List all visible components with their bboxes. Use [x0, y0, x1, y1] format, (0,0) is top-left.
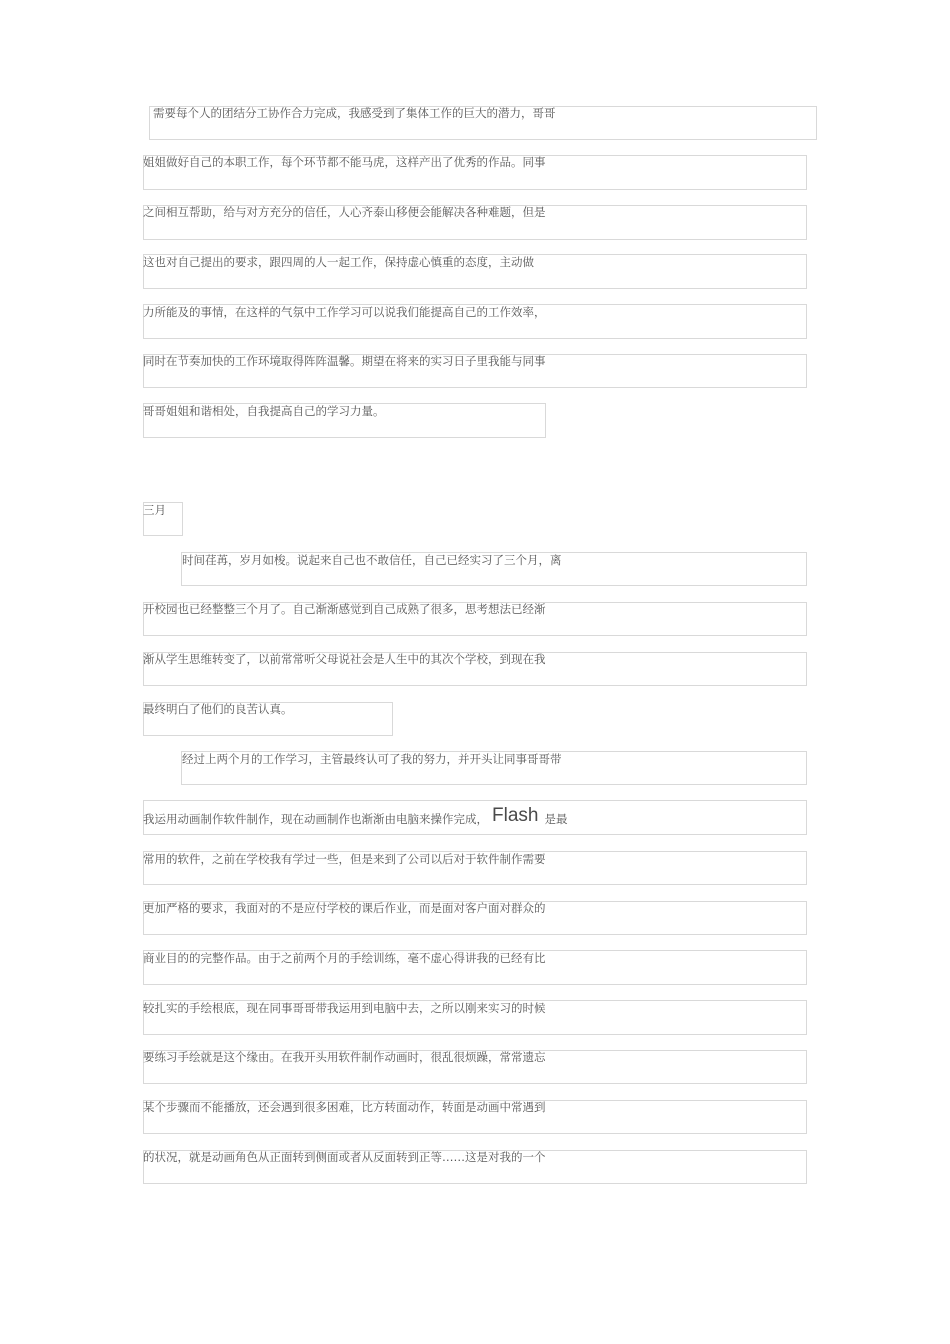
- section-heading: 三月: [143, 503, 166, 517]
- paragraph-line: 要练习手绘就是这个缘由。在我开头用软件制作动画时，很乱很烦躁，常常遗忘: [143, 1050, 546, 1064]
- paragraph-line: 渐从学生思维转变了，以前常常听父母说社会是人生中的其次个学校，到现在我: [143, 652, 546, 666]
- paragraph-line: 时间荏苒，岁月如梭。说起来自己也不敢信任，自己已经实习了三个月，离: [182, 553, 562, 567]
- paragraph-line: 最终明白了他们的良苦认真。: [143, 702, 293, 716]
- paragraph-line: 哥哥姐姐和谐相处，自我提高自己的学习力量。: [143, 404, 385, 418]
- paragraph-line: 经过上两个月的工作学习，主管最终认可了我的努力，并开头让同事哥哥带: [182, 752, 562, 766]
- paragraph-line: 这也对自己提出的要求，跟四周的人一起工作，保持虚心慎重的态度，主动做: [143, 255, 534, 269]
- paragraph-line: 姐姐做好自己的本职工作，每个环节都不能马虎，这样产出了优秀的作品。同事: [143, 155, 546, 169]
- paragraph-line: 开校园也已经整整三个月了。自己渐渐感觉到自己成熟了很多，思考想法已经渐: [143, 602, 546, 616]
- software-name: Flash: [492, 805, 539, 826]
- paragraph-text: 我运用动画制作软件制作，现在动画制作也渐渐由电脑来操作完成，: [143, 812, 488, 826]
- paragraph-line: 需要每个人的团结分工协作合力完成，我感受到了集体工作的巨大的潜力，哥哥: [153, 106, 556, 120]
- paragraph-line: 的状况，就是动画角色从正面转到侧面或者从反面转到正等……这是对我的一个: [143, 1150, 546, 1164]
- paragraph-line: 同时在节奏加快的工作环境取得阵阵温馨。期望在将来的实习日子里我能与同事: [143, 354, 546, 368]
- paragraph-line: 较扎实的手绘根底，现在同事哥哥带我运用到电脑中去，之所以刚来实习的时候: [143, 1001, 546, 1015]
- paragraph-line: 商业目的的完整作品。由于之前两个月的手绘训练，毫不虚心得讲我的已经有比: [143, 951, 546, 965]
- paragraph-text: 是最: [544, 812, 568, 826]
- paragraph-line: 之间相互帮助，给与对方充分的信任，人心齐泰山移便会能解决各种难题，但是: [143, 205, 546, 219]
- paragraph-line: 某个步骤而不能播放，还会遇到很多困难，比方转面动作，转面是动画中常遇到: [143, 1100, 546, 1114]
- paragraph-line: [143, 805, 568, 826]
- paragraph-line: 常用的软件，之前在学校我有学过一些，但是来到了公司以后对于软件制作需要: [143, 852, 546, 866]
- paragraph-line: 更加严格的要求，我面对的不是应付学校的课后作业，而是面对客户面对群众的: [143, 901, 546, 915]
- paragraph-line: 力所能及的事情，在这样的气氛中工作学习可以说我们能提高自己的工作效率，: [143, 305, 546, 319]
